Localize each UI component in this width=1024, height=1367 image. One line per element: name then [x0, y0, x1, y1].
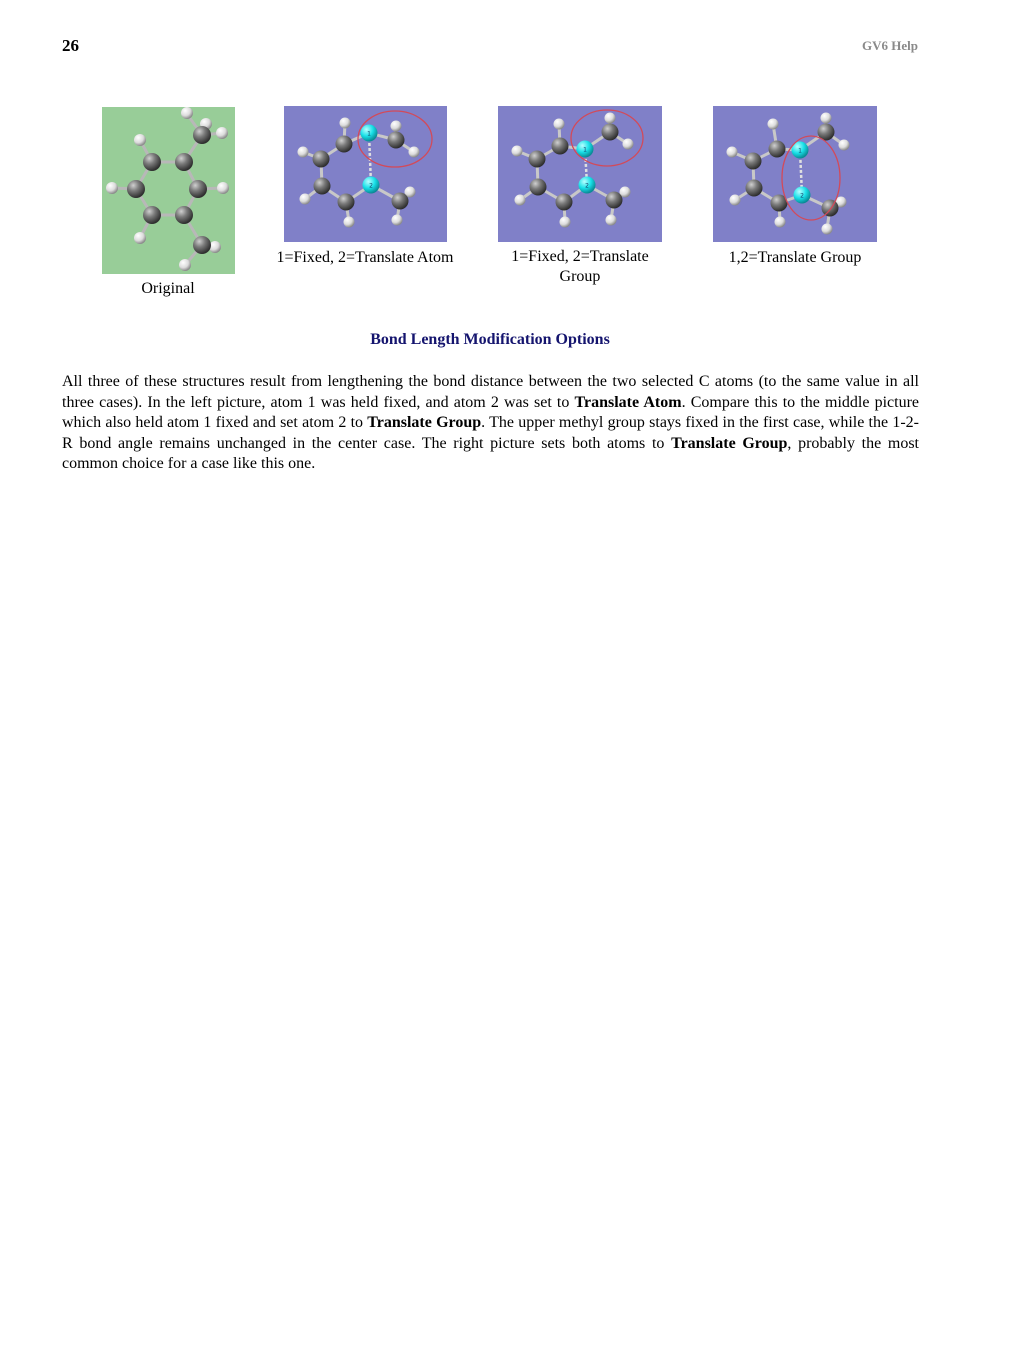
paragraph-text-4: , probably the most common choice for a case like this one.: [62, 434, 919, 473]
atom-label-1: 1: [798, 147, 802, 155]
caption-both-translate-group: 1,2=Translate Group: [728, 249, 862, 266]
atom-label-1: 1: [583, 146, 587, 154]
term-translate-atom: Translate Atom: [574, 393, 682, 411]
section-title: Bond Length Modification Options: [370, 331, 610, 348]
atom-label-2: 2: [369, 182, 373, 190]
caption-translate-group-line2: Group: [559, 268, 601, 285]
figure-translate-group: [498, 106, 662, 242]
caption-translate-group: [490, 247, 670, 287]
paragraph-text-3: . The upper methyl group stays fixed in the first case, while the 1-2-R bond angle remains unchanged in the center case. The right picture sets both atoms to: [62, 414, 920, 452]
atom-label-2: 2: [585, 182, 589, 190]
molecule-translate-atom-image: [284, 106, 447, 242]
molecule-original-image: [102, 107, 235, 274]
paragraph-text-2: . Compare this to the middle picture which also held atom 1 fixed and set atom 2 to: [62, 393, 919, 432]
term-translate-group-2: Translate Group: [671, 434, 788, 452]
figure-translate-atom: [284, 106, 447, 242]
atom-label-2: 2: [800, 192, 804, 200]
figure-both-translate-group: [713, 106, 877, 242]
paragraph-text-1: All three of these structures result from lengthening the bond distance between the two selected C atoms (to the same value in all three cases). In the left picture, atom 1 was held fixed, and atom 2 was set to: [62, 373, 919, 411]
figure-original: [102, 107, 235, 274]
molecule-both-translate-group-image: [713, 106, 877, 242]
body-paragraph: [62, 372, 919, 475]
caption-original: Original: [141, 280, 195, 297]
caption-translate-atom: 1=Fixed, 2=Translate Atom: [276, 249, 454, 266]
caption-translate-group-line1: 1=Fixed, 2=Translate: [511, 248, 649, 265]
atom-label-1: 1: [367, 130, 371, 138]
term-translate-group: Translate Group: [367, 414, 482, 432]
page-number: 26: [62, 36, 79, 55]
molecule-translate-group-image: [498, 106, 662, 242]
running-title: GV6 Help: [862, 38, 918, 53]
